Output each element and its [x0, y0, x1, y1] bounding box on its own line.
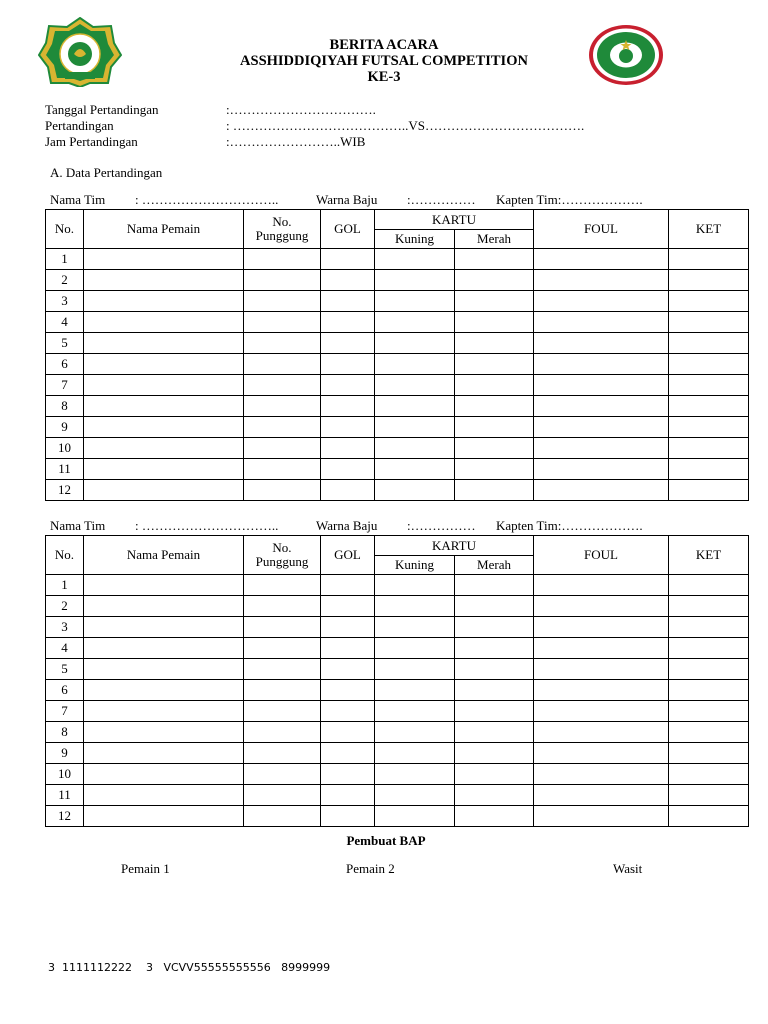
- row-number: 1: [46, 575, 84, 596]
- empty-cell: [244, 680, 321, 701]
- empty-cell: [375, 270, 455, 291]
- empty-cell: [375, 575, 455, 596]
- empty-cell: [244, 291, 321, 312]
- empty-cell: [84, 806, 244, 827]
- empty-cell: [455, 743, 534, 764]
- empty-cell: [534, 354, 669, 375]
- row-number: 4: [46, 638, 84, 659]
- empty-cell: [375, 806, 455, 827]
- col-no: No.: [46, 210, 84, 249]
- empty-cell: [669, 659, 749, 680]
- row-number: 3: [46, 291, 84, 312]
- empty-cell: [375, 438, 455, 459]
- empty-cell: [244, 638, 321, 659]
- row-number: 9: [46, 743, 84, 764]
- empty-cell: [244, 333, 321, 354]
- empty-cell: [534, 701, 669, 722]
- empty-cell: [455, 354, 534, 375]
- empty-cell: [321, 764, 375, 785]
- empty-cell: [84, 312, 244, 333]
- empty-cell: [375, 291, 455, 312]
- empty-cell: [455, 659, 534, 680]
- empty-cell: [84, 438, 244, 459]
- table-row: [46, 354, 749, 375]
- empty-cell: [84, 270, 244, 291]
- team-1-shirt-label: Warna Baju: [316, 192, 378, 207]
- empty-cell: [84, 743, 244, 764]
- empty-cell: [321, 459, 375, 480]
- row-number: 3: [46, 617, 84, 638]
- table-row: [46, 743, 749, 764]
- empty-cell: [455, 596, 534, 617]
- empty-cell: [375, 480, 455, 501]
- empty-cell: [455, 764, 534, 785]
- team-1-shirt-dots: :……………: [407, 192, 476, 207]
- team-1-name-label: Nama Tim: [50, 192, 106, 207]
- empty-cell: [669, 396, 749, 417]
- row-number: 8: [46, 722, 84, 743]
- col-no-punggung-line2: Punggung: [255, 554, 309, 569]
- empty-cell: [455, 270, 534, 291]
- empty-cell: [244, 375, 321, 396]
- empty-cell: [321, 617, 375, 638]
- empty-cell: [375, 375, 455, 396]
- empty-cell: [244, 438, 321, 459]
- empty-cell: [321, 375, 375, 396]
- empty-cell: [244, 701, 321, 722]
- empty-cell: [321, 291, 375, 312]
- empty-cell: [669, 417, 749, 438]
- empty-cell: [534, 291, 669, 312]
- empty-cell: [84, 291, 244, 312]
- empty-cell: [244, 249, 321, 270]
- empty-cell: [669, 480, 749, 501]
- empty-cell: [455, 617, 534, 638]
- table-row: [46, 249, 749, 270]
- table-row: [46, 291, 749, 312]
- table-row: [46, 459, 749, 480]
- empty-cell: [244, 312, 321, 333]
- col-kuning: Kuning: [375, 230, 455, 249]
- empty-cell: [375, 785, 455, 806]
- col-no-punggung-line1: No.: [272, 540, 292, 555]
- empty-cell: [84, 785, 244, 806]
- empty-cell: [244, 459, 321, 480]
- empty-cell: [455, 722, 534, 743]
- table-row: [46, 617, 749, 638]
- team-1-captain: Kapten Tim:……………….: [496, 192, 643, 207]
- empty-cell: [669, 375, 749, 396]
- empty-cell: [321, 333, 375, 354]
- empty-cell: [84, 764, 244, 785]
- empty-cell: [534, 249, 669, 270]
- row-number: 12: [46, 480, 84, 501]
- empty-cell: [669, 312, 749, 333]
- empty-cell: [84, 333, 244, 354]
- empty-cell: [244, 806, 321, 827]
- empty-cell: [455, 291, 534, 312]
- empty-cell: [375, 638, 455, 659]
- empty-cell: [534, 396, 669, 417]
- col-no: No.: [46, 536, 84, 575]
- empty-cell: [669, 333, 749, 354]
- empty-cell: [534, 638, 669, 659]
- empty-cell: [84, 459, 244, 480]
- empty-cell: [321, 596, 375, 617]
- table-row: [46, 659, 749, 680]
- empty-cell: [321, 680, 375, 701]
- table-row: [46, 806, 749, 827]
- empty-cell: [455, 638, 534, 659]
- empty-cell: [455, 701, 534, 722]
- row-number: 10: [46, 764, 84, 785]
- empty-cell: [321, 249, 375, 270]
- empty-cell: [455, 417, 534, 438]
- empty-cell: [669, 785, 749, 806]
- empty-cell: [375, 333, 455, 354]
- empty-cell: [321, 785, 375, 806]
- empty-cell: [321, 480, 375, 501]
- empty-cell: [84, 575, 244, 596]
- empty-cell: [321, 312, 375, 333]
- empty-cell: [455, 333, 534, 354]
- empty-cell: [244, 659, 321, 680]
- empty-cell: [375, 249, 455, 270]
- doc-title-line3: KE-3: [367, 69, 401, 85]
- empty-cell: [375, 396, 455, 417]
- team-2-captain: Kapten Tim:……………….: [496, 518, 643, 533]
- team-1-rows: [46, 249, 749, 501]
- table-row: [46, 396, 749, 417]
- col-no-punggung-line2: Punggung: [255, 228, 309, 243]
- table-row: [46, 480, 749, 501]
- empty-cell: [534, 417, 669, 438]
- empty-cell: [455, 396, 534, 417]
- empty-cell: [669, 438, 749, 459]
- empty-cell: [244, 396, 321, 417]
- col-ket: KET: [669, 536, 749, 575]
- empty-cell: [455, 438, 534, 459]
- label-tanggal: Tanggal Pertandingan: [45, 102, 159, 117]
- empty-cell: [534, 785, 669, 806]
- col-nama-pemain: Nama Pemain: [84, 536, 244, 575]
- row-number: 5: [46, 659, 84, 680]
- empty-cell: [375, 764, 455, 785]
- empty-cell: [321, 396, 375, 417]
- signature-pemain-2: Pemain 2: [346, 861, 395, 876]
- signature-title: Pembuat BAP: [346, 833, 426, 848]
- empty-cell: [534, 459, 669, 480]
- team-2-name-dots: : …………………………..: [135, 518, 279, 533]
- empty-cell: [244, 575, 321, 596]
- table-row: [46, 312, 749, 333]
- empty-cell: [455, 575, 534, 596]
- empty-cell: [534, 764, 669, 785]
- col-kartu: KARTU: [375, 536, 534, 556]
- row-number: 7: [46, 375, 84, 396]
- row-number: 6: [46, 354, 84, 375]
- empty-cell: [375, 701, 455, 722]
- empty-cell: [669, 354, 749, 375]
- empty-cell: [669, 617, 749, 638]
- col-no-punggung: [244, 210, 321, 249]
- row-number: 5: [46, 333, 84, 354]
- empty-cell: [669, 596, 749, 617]
- empty-cell: [669, 806, 749, 827]
- empty-cell: [321, 722, 375, 743]
- empty-cell: [244, 480, 321, 501]
- empty-cell: [534, 659, 669, 680]
- empty-cell: [669, 575, 749, 596]
- empty-cell: [244, 417, 321, 438]
- value-jam: :……………………..WIB: [226, 134, 366, 149]
- table-row: [46, 722, 749, 743]
- empty-cell: [84, 617, 244, 638]
- row-number: 11: [46, 459, 84, 480]
- row-number: 9: [46, 417, 84, 438]
- signature-wasit: Wasit: [613, 861, 643, 876]
- empty-cell: [84, 701, 244, 722]
- empty-cell: [244, 743, 321, 764]
- empty-cell: [669, 638, 749, 659]
- team-2-player-table: [45, 535, 749, 827]
- empty-cell: [534, 596, 669, 617]
- empty-cell: [455, 480, 534, 501]
- row-number: 8: [46, 396, 84, 417]
- empty-cell: [669, 701, 749, 722]
- empty-cell: [455, 312, 534, 333]
- empty-cell: [375, 680, 455, 701]
- value-pertandingan: : …………………………………..VS……………………………….: [226, 118, 585, 133]
- col-gol: GOL: [321, 536, 375, 575]
- empty-cell: [669, 291, 749, 312]
- empty-cell: [455, 459, 534, 480]
- empty-cell: [534, 375, 669, 396]
- row-number: 4: [46, 312, 84, 333]
- empty-cell: [375, 743, 455, 764]
- section-title: A. Data Pertandingan: [50, 165, 163, 180]
- empty-cell: [534, 312, 669, 333]
- table-row: [46, 417, 749, 438]
- empty-cell: [84, 249, 244, 270]
- table-row: [46, 638, 749, 659]
- table-row: [46, 680, 749, 701]
- empty-cell: [84, 480, 244, 501]
- empty-cell: [669, 459, 749, 480]
- empty-cell: [321, 270, 375, 291]
- empty-cell: [321, 806, 375, 827]
- row-number: 2: [46, 596, 84, 617]
- empty-cell: [84, 396, 244, 417]
- empty-cell: [455, 375, 534, 396]
- table-row: [46, 438, 749, 459]
- row-number: 2: [46, 270, 84, 291]
- col-no-punggung: [244, 536, 321, 575]
- empty-cell: [244, 270, 321, 291]
- col-merah: Merah: [455, 556, 534, 575]
- empty-cell: [375, 354, 455, 375]
- empty-cell: [534, 806, 669, 827]
- empty-cell: [244, 764, 321, 785]
- table-row: [46, 701, 749, 722]
- row-number: 1: [46, 249, 84, 270]
- empty-cell: [244, 617, 321, 638]
- empty-cell: [84, 680, 244, 701]
- team-2-name-label: Nama Tim: [50, 518, 106, 533]
- empty-cell: [375, 722, 455, 743]
- table-row: [46, 270, 749, 291]
- doc-title-line2: ASSHIDDIQIYAH FUTSAL COMPETITION: [240, 53, 528, 69]
- empty-cell: [244, 596, 321, 617]
- empty-cell: [375, 596, 455, 617]
- empty-cell: [375, 659, 455, 680]
- team-2-shirt-label: Warna Baju: [316, 518, 378, 533]
- label-jam: Jam Pertandingan: [45, 134, 138, 149]
- col-nama-pemain: Nama Pemain: [84, 210, 244, 249]
- col-kartu: KARTU: [375, 210, 534, 230]
- empty-cell: [321, 701, 375, 722]
- col-foul: FOUL: [534, 536, 669, 575]
- empty-cell: [84, 417, 244, 438]
- empty-cell: [534, 743, 669, 764]
- empty-cell: [321, 438, 375, 459]
- empty-cell: [534, 575, 669, 596]
- col-foul: FOUL: [534, 210, 669, 249]
- empty-cell: [534, 480, 669, 501]
- empty-cell: [534, 722, 669, 743]
- empty-cell: [455, 806, 534, 827]
- empty-cell: [84, 638, 244, 659]
- col-gol: GOL: [321, 210, 375, 249]
- footer-text: 3 1111112222 3 VCVV55555555556 8999999: [48, 961, 331, 974]
- empty-cell: [455, 680, 534, 701]
- empty-cell: [375, 417, 455, 438]
- empty-cell: [84, 596, 244, 617]
- empty-cell: [321, 743, 375, 764]
- empty-cell: [244, 354, 321, 375]
- team-2-rows: [46, 575, 749, 827]
- empty-cell: [375, 312, 455, 333]
- col-merah: Merah: [455, 230, 534, 249]
- team-1-name-dots: : …………………………..: [135, 192, 279, 207]
- row-number: 6: [46, 680, 84, 701]
- empty-cell: [321, 354, 375, 375]
- value-tanggal: :…………………………….: [226, 102, 376, 117]
- row-number: 11: [46, 785, 84, 806]
- empty-cell: [84, 659, 244, 680]
- empty-cell: [669, 270, 749, 291]
- empty-cell: [669, 764, 749, 785]
- table-row: [46, 785, 749, 806]
- empty-cell: [321, 638, 375, 659]
- col-kuning: Kuning: [375, 556, 455, 575]
- empty-cell: [244, 785, 321, 806]
- empty-cell: [669, 743, 749, 764]
- empty-cell: [244, 722, 321, 743]
- team-2-shirt-dots: :……………: [407, 518, 476, 533]
- row-number: 12: [46, 806, 84, 827]
- label-pertandingan: Pertandingan: [45, 118, 114, 133]
- empty-cell: [321, 659, 375, 680]
- empty-cell: [534, 333, 669, 354]
- empty-cell: [534, 438, 669, 459]
- col-ket: KET: [669, 210, 749, 249]
- table-row: [46, 596, 749, 617]
- empty-cell: [534, 680, 669, 701]
- empty-cell: [84, 375, 244, 396]
- table-row: [46, 375, 749, 396]
- empty-cell: [375, 459, 455, 480]
- empty-cell: [321, 417, 375, 438]
- team-1-player-table: [45, 209, 749, 501]
- col-no-punggung-line1: No.: [272, 214, 292, 229]
- empty-cell: [669, 249, 749, 270]
- empty-cell: [455, 785, 534, 806]
- empty-cell: [84, 354, 244, 375]
- empty-cell: [84, 722, 244, 743]
- empty-cell: [669, 680, 749, 701]
- empty-cell: [534, 617, 669, 638]
- empty-cell: [321, 575, 375, 596]
- futsal-club-logo: [588, 24, 664, 86]
- table-row: [46, 764, 749, 785]
- empty-cell: [669, 722, 749, 743]
- table-row: [46, 333, 749, 354]
- doc-title-line1: BERITA ACARA: [329, 37, 439, 53]
- row-number: 7: [46, 701, 84, 722]
- empty-cell: [534, 270, 669, 291]
- table-row: [46, 575, 749, 596]
- empty-cell: [375, 617, 455, 638]
- empty-cell: [455, 249, 534, 270]
- row-number: 10: [46, 438, 84, 459]
- signature-pemain-1: Pemain 1: [121, 861, 170, 876]
